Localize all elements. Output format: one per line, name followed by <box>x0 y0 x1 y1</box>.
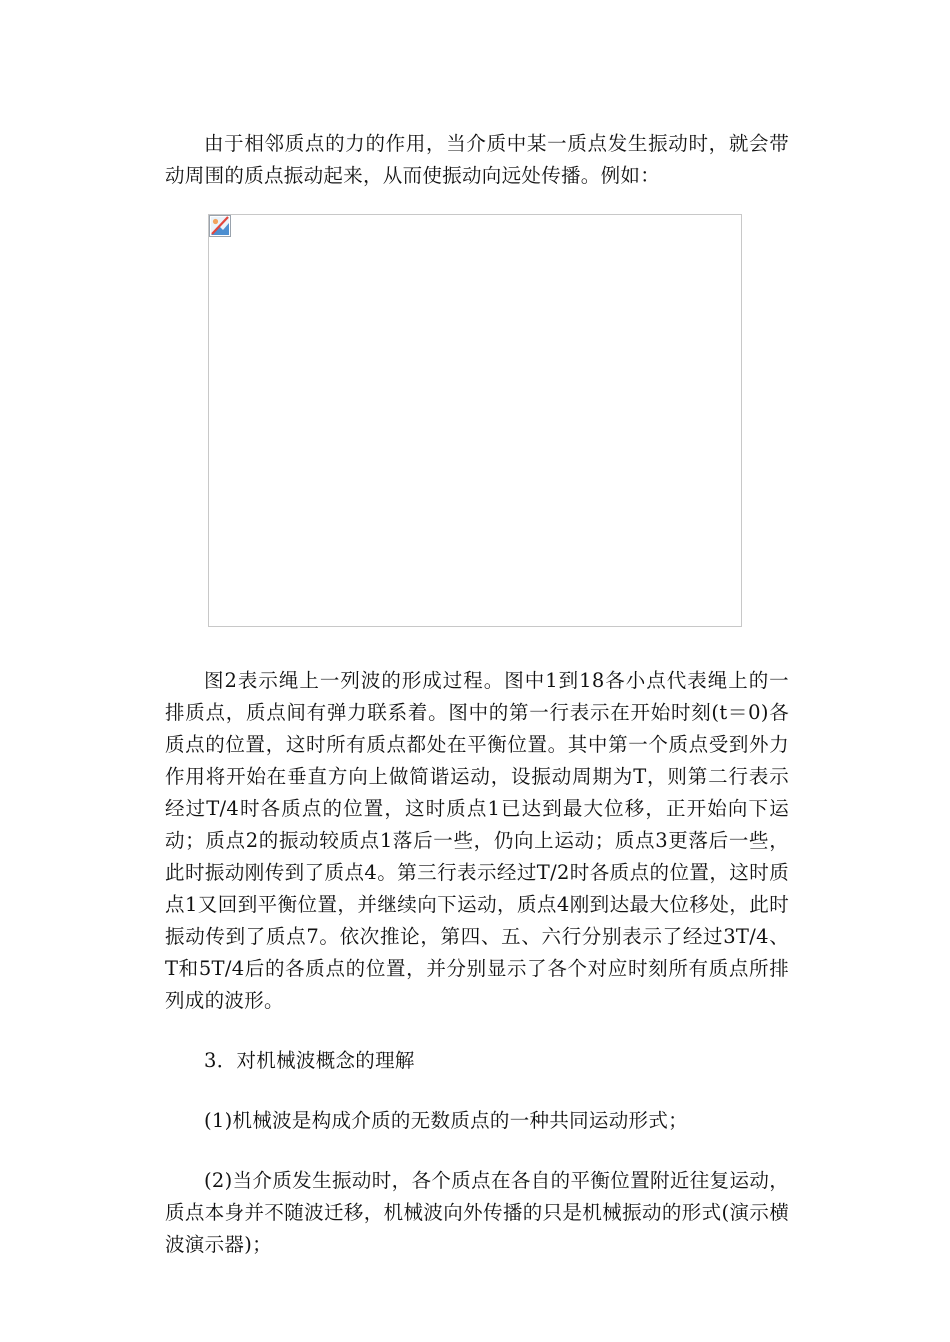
section-heading: 3．对机械波概念的理解 <box>204 1049 415 1072</box>
document-body <box>165 128 789 1261</box>
list-item-1: (1)机械波是构成介质的无数质点的一种共同运动形式； <box>204 1109 688 1132</box>
figure-placeholder <box>208 214 742 627</box>
paragraph-intro: 由于相邻质点的力的作用，当介质中某一质点发生振动时，就会带动周围的质点振动起来，从而使振动向远处传播。例如： <box>165 132 789 187</box>
list-item-2: (2)当介质发生振动时，各个质点在各自的平衡位置附近往复运动，质点本身并不随波迁移，机械波向外传播的只是机械振动的形式(演示横波演示器)； <box>165 1169 789 1256</box>
broken-image-icon <box>209 215 231 237</box>
paragraph-wave-formation: 图2表示绳上一列波的形成过程。图中1到18各小点代表绳上的一排质点，质点间有弹力联系着。图中的第一行表示在开始时刻(t＝0)各质点的位置，这时所有质点都处在平衡位置。其中第一个质点受到外力作用将开始在垂直方向上做简谐运动，设振动周期为T，则第二行表示经过T/4时各质点的位置，这时质点1已达到最大位移，正开始向下运动；质点2的振动较质点1落后一些，仍向上运动；质点3更落后一些，此时振动刚传到了质点4。第三行表示经过T/2时各质点的位置，这时质点1又回到平衡位置，并继续向下运动，质点4刚到达最大位移处，此时振动传到了质点7。依次推论，第四、五、六行分别表示了经过3T/4、T和5T/4后的各质点的位置，并分别显示了各个对应时刻所有质点所排列成的波形。 <box>165 669 789 1012</box>
